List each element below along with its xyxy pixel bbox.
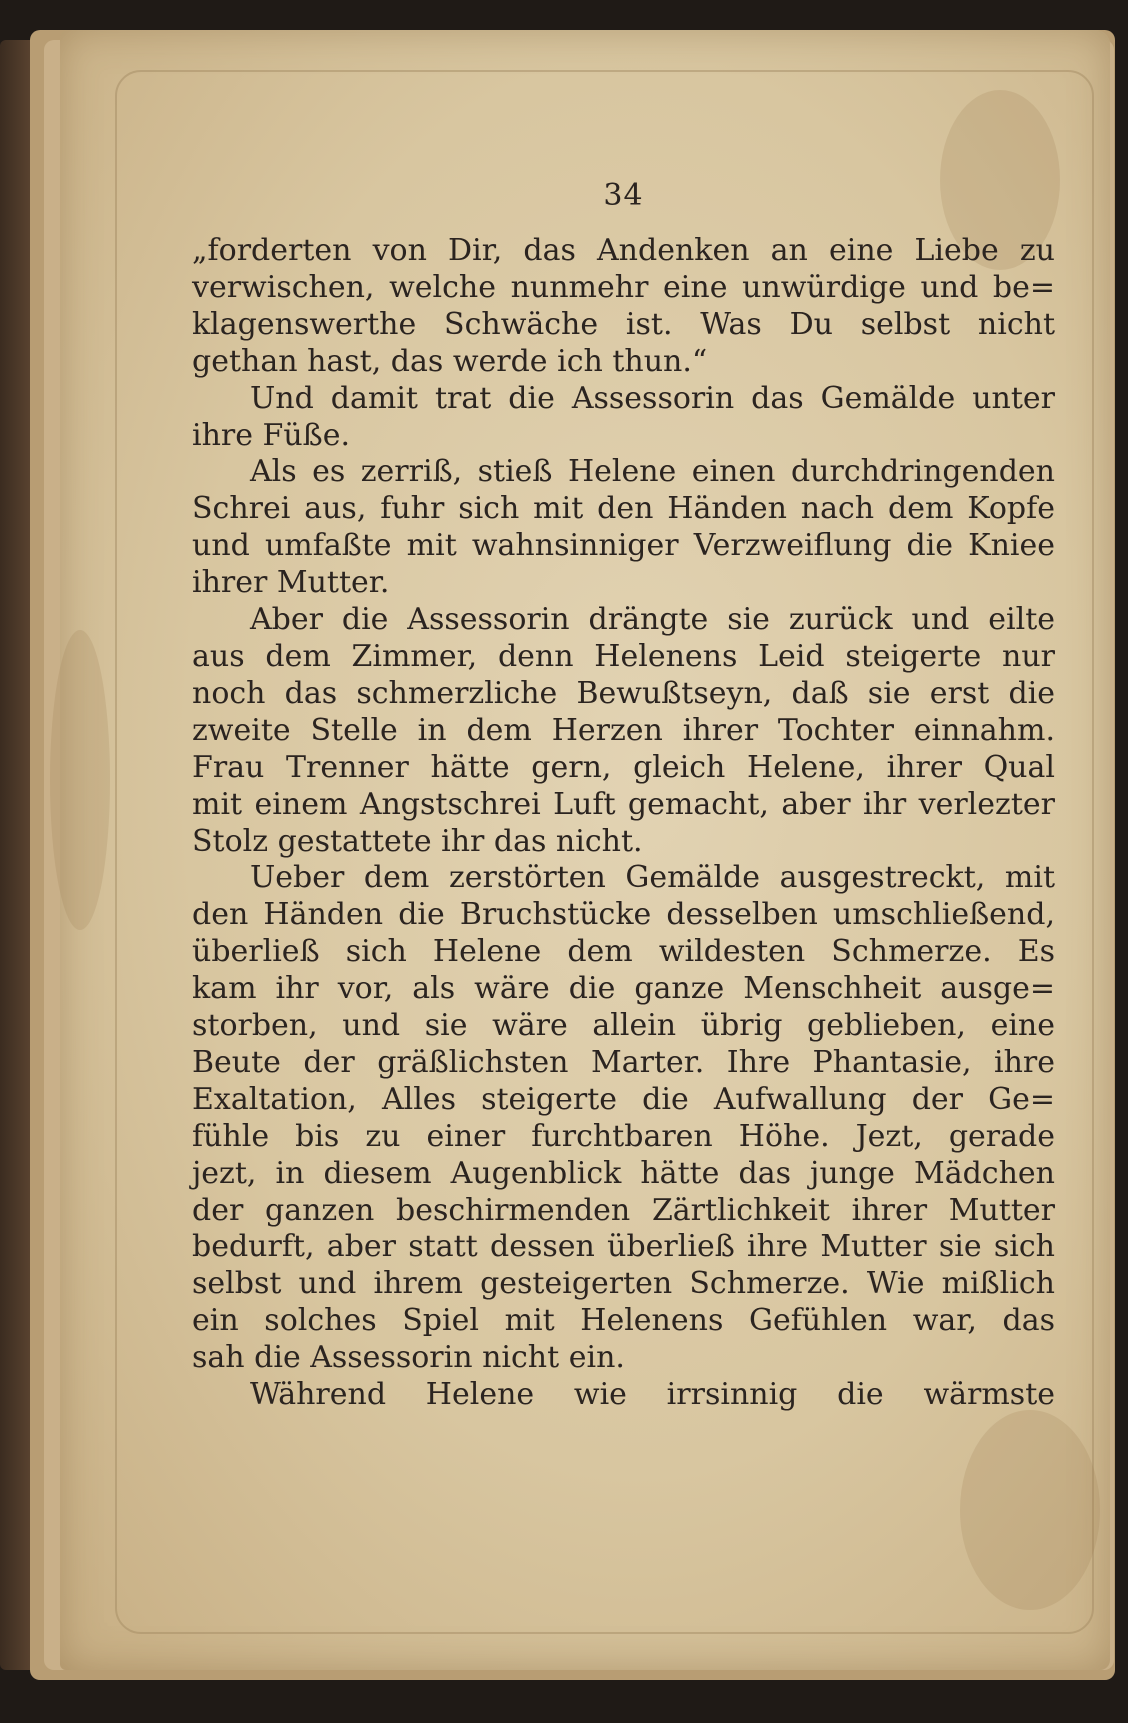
page-text: [192, 178, 1055, 1414]
text-line: verwischen, welche nunmehr eine unwürdige und be=: [192, 269, 1055, 305]
text-line: Ueber dem zerstörten Gemälde ausgestreckt, mit: [250, 860, 1055, 896]
text-line: fühle bis zu einer furchtbaren Höhe. Jezt, gerade: [192, 1118, 1055, 1154]
text-line: Stolz gestattete ihr das nicht.: [192, 823, 643, 859]
text-line: überließ sich Helene dem wildesten Schmerze. Es: [192, 934, 1055, 970]
text-line: und umfaßte mit wahnsinniger Verzweiflung die Kniee: [192, 528, 1055, 564]
paper-stain: [960, 1410, 1100, 1610]
body-text: [192, 233, 1055, 1414]
paper-stain: [50, 630, 110, 930]
text-line: mit einem Angstschrei Luft gemacht, aber ihr verlezter: [192, 786, 1055, 822]
text-line: der ganzen beschirmenden Zärtlichkeit ihrer Mutter: [192, 1192, 1055, 1228]
text-line: Während Helene wie irrsinnig die wärmste: [250, 1377, 1055, 1413]
text-line: Als es zerriß, stieß Helene einen durchdringenden: [250, 454, 1055, 490]
text-line: Exaltation, Alles steigerte die Aufwallung der Ge=: [192, 1081, 1055, 1117]
text-line: Frau Trenner hätte gern, gleich Helene, ihrer Qual: [192, 749, 1055, 785]
text-line: „forderten von Dir, das Andenken an eine Liebe zu: [192, 233, 1055, 268]
text-line: sah die Assessorin nicht ein.: [192, 1340, 625, 1376]
text-line: zweite Stelle in dem Herzen ihrer Tochter einnahm.: [192, 712, 1055, 748]
text-line: gethan hast, das werde ich thun.“: [192, 343, 708, 379]
text-line: jezt, in diesem Augenblick hätte das junge Mädchen: [192, 1155, 1055, 1191]
text-line: Schrei aus, fuhr sich mit den Händen nach dem Kopfe: [192, 491, 1055, 527]
text-line: ihrer Mutter.: [192, 565, 390, 601]
text-line: Und damit trat die Assessorin das Gemälde unter: [250, 380, 1055, 416]
text-line: kam ihr vor, als wäre die ganze Menschheit ausge=: [192, 971, 1055, 1007]
text-line: den Händen die Bruchstücke desselben umschließend,: [192, 897, 1055, 933]
text-line: ein solches Spiel mit Helenens Gefühlen war, das: [192, 1303, 1055, 1339]
text-line: Aber die Assessorin drängte sie zurück und eilte: [250, 602, 1055, 638]
text-line: ihre Füße.: [192, 417, 351, 453]
text-line: bedurft, aber statt dessen überließ ihre Mutter sie sich: [192, 1229, 1055, 1265]
text-line: selbst und ihrem gesteigerten Schmerze. Wie mißlich: [192, 1266, 1055, 1302]
text-line: Beute der gräßlichsten Marter. Ihre Phantasie, ihre: [192, 1044, 1055, 1080]
text-line: storben, und sie wäre allein übrig geblieben, eine: [192, 1008, 1055, 1044]
text-line: noch das schmerzliche Bewußtseyn, daß sie erst die: [192, 675, 1055, 711]
page-number: 34: [603, 178, 644, 213]
text-line: aus dem Zimmer, denn Helenens Leid steigerte nur: [192, 638, 1055, 674]
text-line: klagenswerthe Schwäche ist. Was Du selbst nicht: [192, 306, 1055, 342]
